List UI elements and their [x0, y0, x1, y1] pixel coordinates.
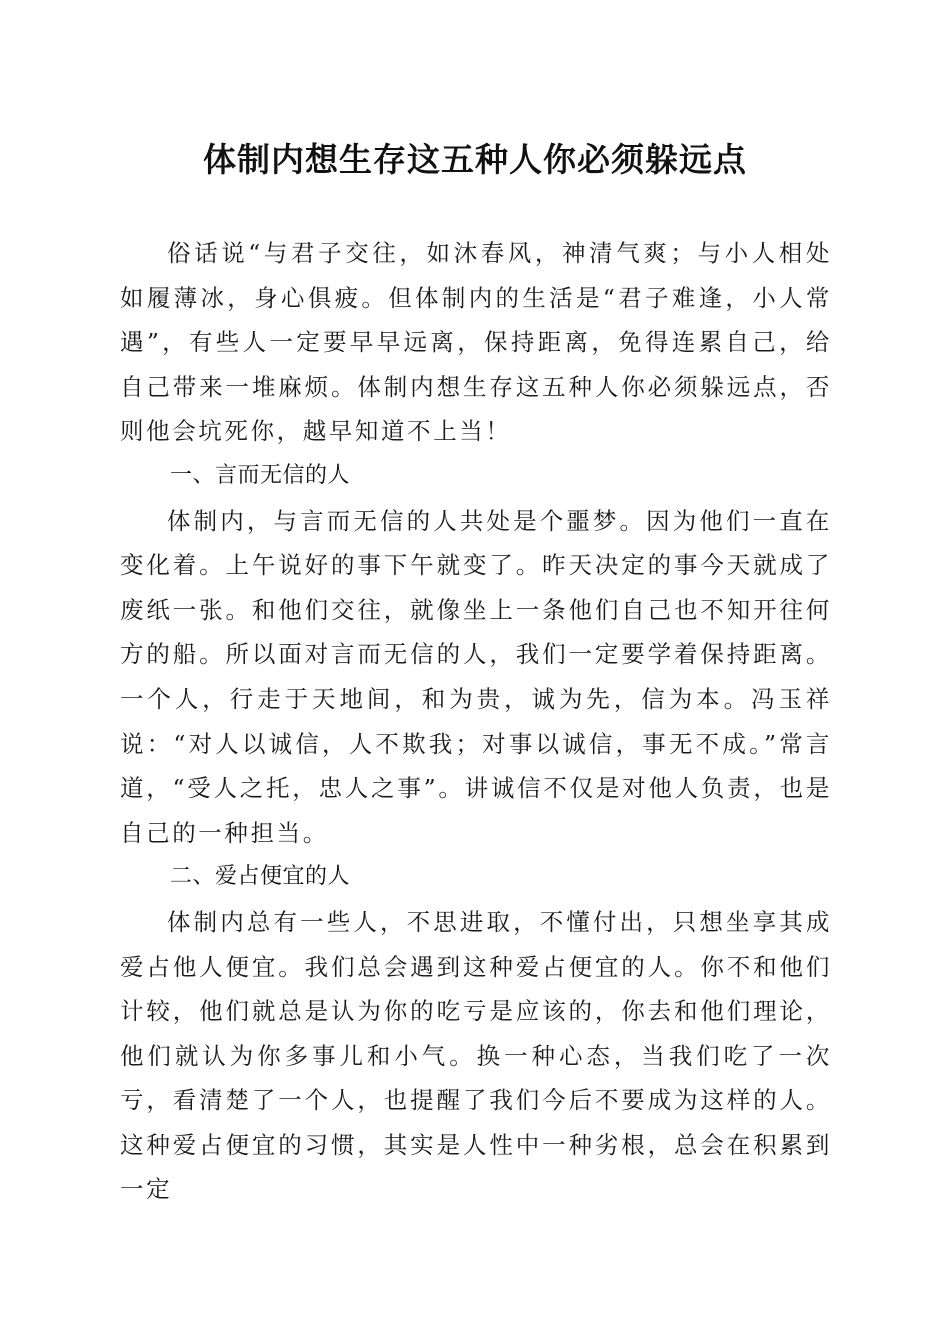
document-title: 体制内想生存这五种人你必须躲远点	[203, 140, 747, 179]
intro-paragraph: 俗话说“与君子交往，如沐春风，神清气爽；与小人相处如履薄冰，身心俱疲。但体制内的生活是“君子难逢，小人常遇”，有些人一定要早早远离，保持距离，免得连累自己，给自己带来一堆麻烦。体制内想生存这五种人你必须躲远点，否则他会坑死你，越早知道不上当！	[120, 239, 832, 446]
document-body	[120, 231, 832, 1212]
section-paragraph-1: 体制内，与言而无信的人共处是个噩梦。因为他们一直在变化着。上午说好的事下午就变了。昨天决定的事今天就成了废纸一张。和他们交往，就像坐上一条他们自己也不知开往何方的船。所以面对言而无信的人，我们一定要学着保持距离。一个人，行走于天地间，和为贵，诚为先，信为本。冯玉祥说：“对人以诚信，人不欺我；对事以诚信，事无不成。”常言道，“受人之托，忠人之事”。讲诚信不仅是对他人负责，也是自己的一种担当。	[120, 506, 832, 847]
section-heading-1: 一、言而无信的人	[170, 462, 351, 488]
section-paragraph-2: 体制内总有一些人，不思进取，不懂付出，只想坐享其成爱占他人便宜。我们总会遇到这种爱占便宜的人。你不和他们计较，他们就总是认为你的吃亏是应该的，你去和他们理论，他们就认为你多事儿和小气。换一种心态，当我们吃了一次亏，看清楚了一个人，也提醒了我们今后不要成为这样的人。这种爱占便宜的习惯，其实是人性中一种劣根，总会在积累到一定	[120, 907, 832, 1204]
section-heading-2: 二、爱占便宜的人	[170, 864, 351, 890]
